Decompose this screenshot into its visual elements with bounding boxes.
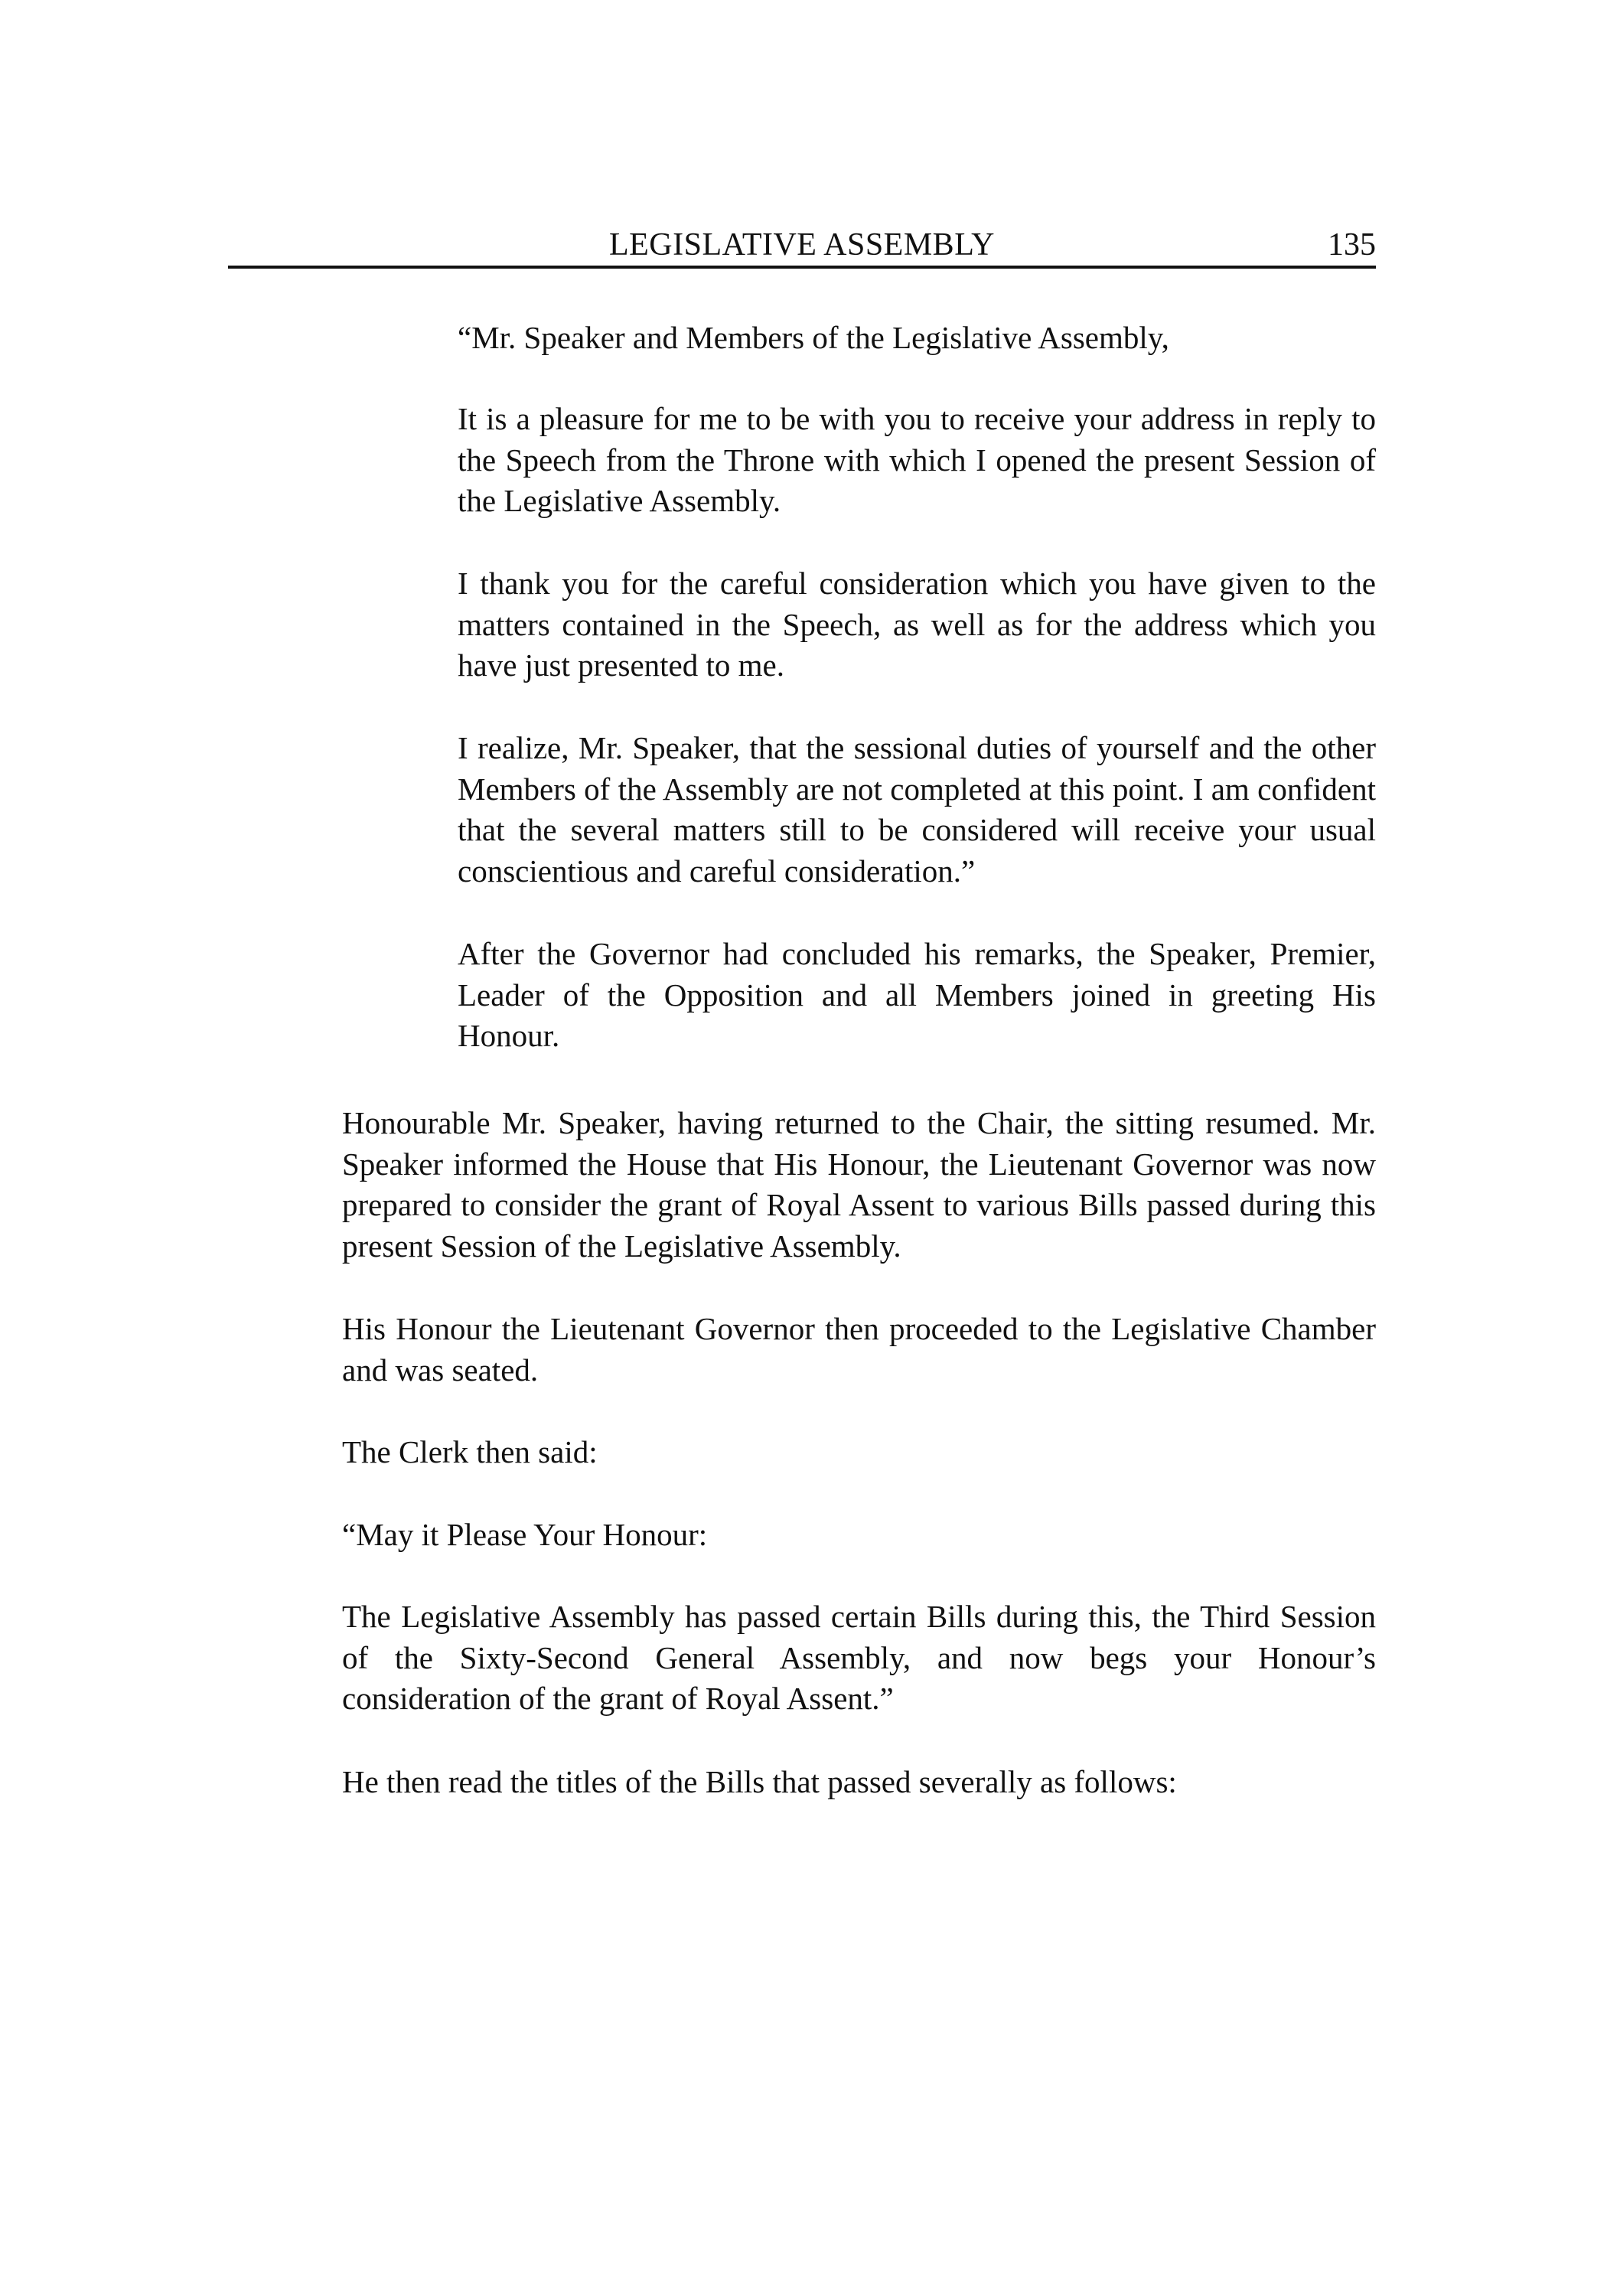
body-paragraph-1: Honourable Mr. Speaker, having returned to the Chair, the sitting resumed. Mr. Speaker informed the House that His Honour, the Lieutenant Governor was now prepared to consider the grant of Royal Assent to various Bills passed during this present Session of the Legislative Assembly.: [342, 1105, 1376, 1264]
body-paragraph-3: The Clerk then said:: [342, 1434, 598, 1469]
header-rule: [228, 266, 1376, 269]
page-header: [228, 226, 1376, 272]
reply-paragraph-3: I realize, Mr. Speaker, that the sessional duties of yourself and the other Members of the Assembly are not completed at this point. I am confident that the several matters still to be considered will receive your usual conscientious and careful consideration.”: [458, 730, 1376, 889]
reply-paragraph-4: After the Governor had concluded his remarks, the Speaker, Premier, Leader of the Opposition and all Members joined in greeting His Honour.: [458, 936, 1376, 1053]
body-paragraph-2: His Honour the Lieutenant Governor then proceeded to the Legislative Chamber and was seated.: [342, 1311, 1376, 1388]
body-paragraph-4: “May it Please Your Honour:: [342, 1517, 708, 1552]
body-paragraph-6: He then read the titles of the Bills that passed severally as follows:: [342, 1764, 1177, 1799]
body-paragraph-5: The Legislative Assembly has passed certain Bills during this, the Third Session of the Sixty-Second General Assembly, and now begs your Honour’s consideration of the grant of Royal Assent.”: [342, 1599, 1376, 1716]
reply-salutation: “Mr. Speaker and Members of the Legislative Assembly,: [458, 320, 1169, 355]
reply-paragraph-1: It is a pleasure for me to be with you to receive your address in reply to the Speech from the Throne with which I opened the present Session of the Legislative Assembly.: [458, 401, 1376, 518]
running-title: LEGISLATIVE ASSEMBLY: [609, 227, 995, 263]
reply-paragraph-2: I thank you for the careful consideration which you have given to the matters contained in the Speech, as well as for the address which you have just presented to me.: [458, 566, 1376, 683]
page-number: 135: [1328, 227, 1376, 263]
